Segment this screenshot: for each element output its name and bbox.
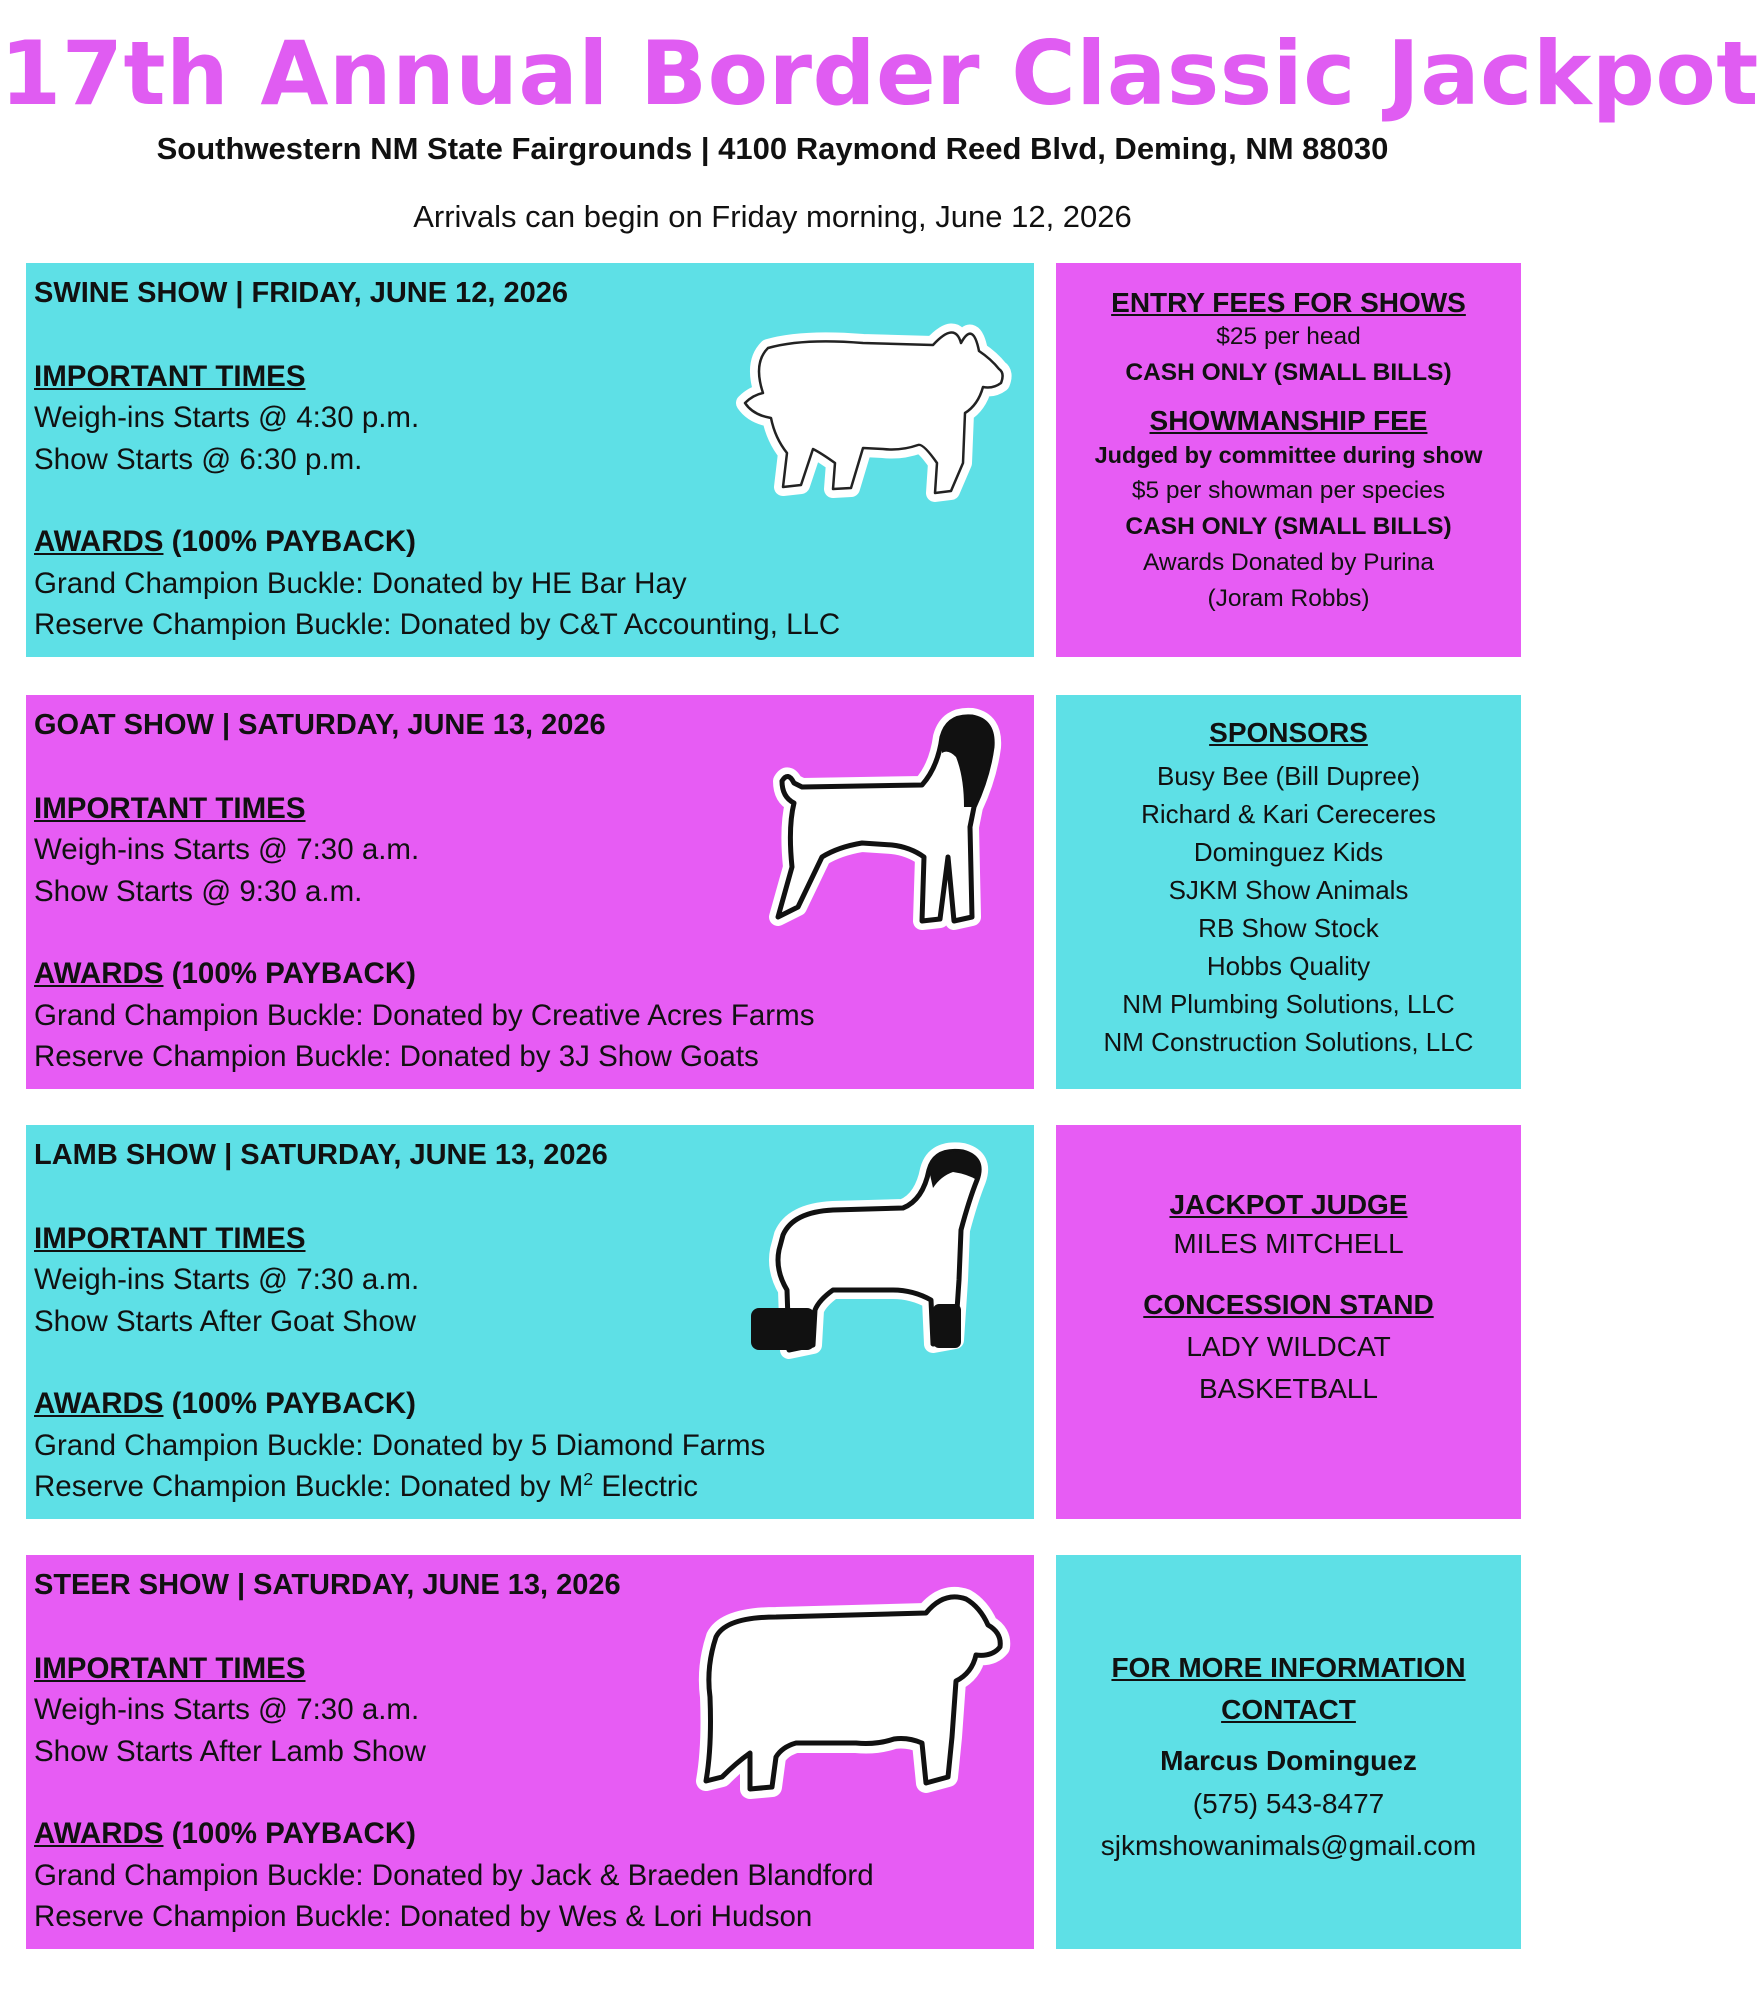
show-start-time: Show Starts After Goat Show (34, 1304, 417, 1338)
sponsor-item: NM Plumbing Solutions, LLC (1122, 989, 1455, 1019)
sponsors-title: SPONSORS (1209, 717, 1368, 748)
weigh-in-time: Weigh-ins Starts @ 7:30 a.m. (34, 833, 420, 866)
awards-donor-contact: (Joram Robbs) (1207, 585, 1370, 612)
times-label: IMPORTANT TIMES (34, 1651, 306, 1685)
sponsor-item: Dominguez Kids (1193, 837, 1384, 867)
reserve-champion-award: Reserve Champion Buckle: Donated by 3J Show Goats (34, 1040, 759, 1073)
grand-champion-award: Grand Champion Buckle: Donated by HE Bar Hay (34, 566, 687, 600)
awards-donor: Awards Donated by Purina (1143, 549, 1434, 576)
showmanship-judged: Judged by committee during show (1094, 442, 1483, 468)
sponsor-item: Hobbs Quality (1206, 951, 1371, 981)
sponsor-item: NM Construction Solutions, LLC (1103, 1027, 1474, 1057)
sponsor-item: Richard & Kari Cereceres (1141, 799, 1436, 829)
page-title: 17th Annual Border Classic Jackpot (0, 22, 1759, 125)
show-start-time: Show Starts @ 9:30 a.m. (34, 874, 363, 908)
weigh-in-time: Weigh-ins Starts @ 7:30 a.m. (34, 1263, 420, 1296)
goat-icon (742, 707, 1032, 957)
show-heading: STEER SHOW | SATURDAY, JUNE 13, 2026 (34, 1569, 621, 1601)
grand-champion-award: Grand Champion Buckle: Donated by 5 Diamond Farms (34, 1428, 766, 1462)
reserve-champion-award: Reserve Champion Buckle: Donated by C&T Accounting, LLC (34, 608, 841, 641)
sponsor-item: Busy Bee (Bill Dupree) (1157, 761, 1420, 791)
concession-title: CONCESSION STAND (1143, 1289, 1434, 1320)
lamb-icon (723, 1140, 1033, 1390)
judge-panel (1056, 1125, 1521, 1519)
times-label: IMPORTANT TIMES (34, 1221, 306, 1255)
show-heading: GOAT SHOW | SATURDAY, JUNE 13, 2026 (34, 709, 606, 741)
swine-show-panel (26, 263, 1034, 657)
awards-heading: AWARDS (100% PAYBACK) (34, 1817, 416, 1850)
concession-line: BASKETBALL (1199, 1373, 1378, 1404)
weigh-in-time: Weigh-ins Starts @ 4:30 p.m. (34, 401, 420, 434)
show-start-time: Show Starts After Lamb Show (34, 1734, 426, 1768)
entry-cash-only: CASH ONLY (SMALL BILLS) (1125, 359, 1452, 386)
show-heading: SWINE SHOW | FRIDAY, JUNE 12, 2026 (34, 277, 569, 309)
goat-show-panel (26, 695, 1034, 1089)
showmanship-cash-only: CASH ONLY (SMALL BILLS) (1125, 513, 1452, 540)
judge-title: JACKPOT JUDGE (1169, 1189, 1408, 1220)
judge-name: MILES MITCHELL (1173, 1228, 1404, 1259)
show-heading: LAMB SHOW | SATURDAY, JUNE 13, 2026 (34, 1139, 608, 1171)
contact-title: FOR MORE INFORMATION (1111, 1652, 1466, 1683)
show-start-time: Show Starts @ 6:30 p.m. (34, 442, 363, 476)
showmanship-fee-title: SHOWMANSHIP FEE (1149, 405, 1428, 436)
entry-fees-title: ENTRY FEES FOR SHOWS (1111, 287, 1466, 318)
awards-heading: AWARDS (100% PAYBACK) (34, 1387, 416, 1420)
awards-heading: AWARDS (100% PAYBACK) (34, 525, 416, 558)
contact-email[interactable]: sjkmshowanimals@gmail.com (1100, 1830, 1477, 1861)
arrivals-note: Arrivals can begin on Friday morning, June 12, 2026 (413, 199, 1132, 234)
sponsors-panel (1056, 695, 1521, 1089)
showmanship-price: $5 per showman per species (1131, 477, 1446, 504)
contact-panel (1056, 1555, 1521, 1949)
steer-show-panel (26, 1555, 1034, 1949)
sponsor-item: SJKM Show Animals (1168, 875, 1409, 905)
concession-line: LADY WILDCAT (1186, 1331, 1391, 1362)
awards-heading: AWARDS (100% PAYBACK) (34, 957, 416, 990)
reserve-champion-award: Reserve Champion Buckle: Donated by Wes & Lori Hudson (34, 1900, 813, 1933)
venue-address: Southwestern NM State Fairgrounds | 4100 Raymond Reed Blvd, Deming, NM 88030 (156, 131, 1389, 166)
contact-title: CONTACT (1221, 1694, 1356, 1725)
lamb-show-panel (26, 1125, 1034, 1519)
times-label: IMPORTANT TIMES (34, 359, 306, 393)
times-label: IMPORTANT TIMES (34, 791, 306, 825)
entry-fees-panel (1056, 263, 1521, 657)
contact-phone[interactable]: (575) 543-8477 (1192, 1788, 1385, 1819)
steer-icon (676, 1577, 1032, 1817)
entry-fee-price: $25 per head (1216, 323, 1361, 350)
reserve-champion-award: Reserve Champion Buckle: Donated by $M^2$ Electric (34, 1469, 699, 1503)
weigh-in-time: Weigh-ins Starts @ 7:30 a.m. (34, 1693, 420, 1726)
sponsor-item: RB Show Stock (1198, 913, 1379, 943)
pig-icon (723, 303, 1033, 518)
contact-name: Marcus Dominguez (1160, 1745, 1417, 1776)
grand-champion-award: Grand Champion Buckle: Donated by Jack & Braeden Blandford (34, 1858, 874, 1892)
grand-champion-award: Grand Champion Buckle: Donated by Creative Acres Farms (34, 998, 815, 1032)
